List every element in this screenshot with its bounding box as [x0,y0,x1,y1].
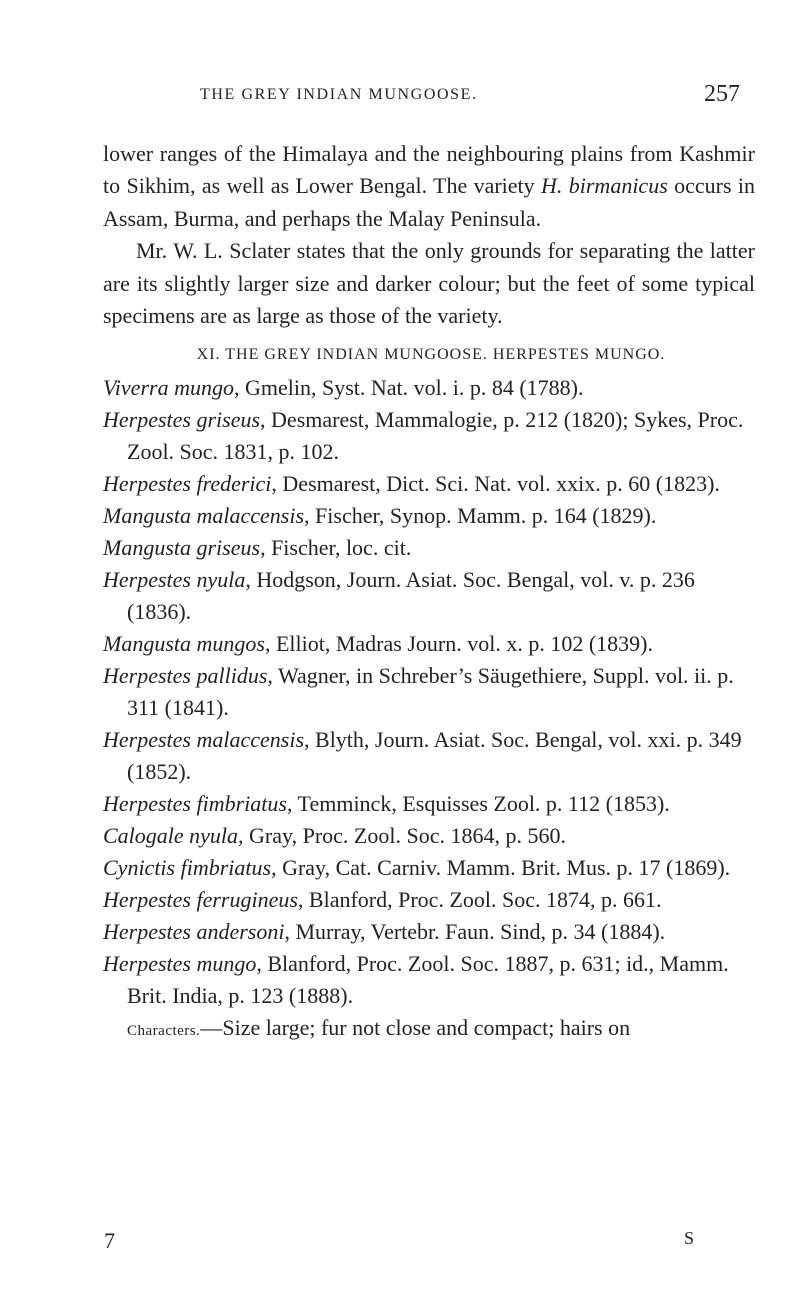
characters-text: —Size large; fur not close and compact; hairs on [200,1015,631,1041]
synonymy-list [103,372,755,1012]
synonym-entry [103,788,755,820]
synonym-name: Mangusta malaccensis [103,503,305,529]
synonym-reference: , Elliot, Madras Journ. vol. x. p. 102 (1839). [264,631,653,657]
page-body [103,138,755,1047]
synonym-name: Calogale nyula [103,823,239,849]
synonym-name: Herpestes nyula [103,567,246,593]
synonym-entry [103,724,755,788]
signature-number: 7 [104,1228,115,1253]
synonym-name: Mangusta griseus [103,535,261,561]
synonym-entry [103,564,755,628]
synonym-reference: , Temminck, Esquisses Zool. p. 112 (1853). [286,791,670,817]
synonym-name: Mangusta mungos [103,631,265,657]
synonym-entry [103,852,755,884]
synonym-reference: , Gray, Cat. Carniv. Mamm. Brit. Mus. p. 17 (1869). [271,855,731,881]
synonym-name: Herpestes fimbriatus [103,791,287,817]
synonym-entry [103,916,755,948]
synonym-name: Viverra mungo [103,375,234,401]
synonym-name: Herpestes frederici [103,471,272,497]
synonym-reference: , Wagner, in Schreber’s Säugethiere, Suppl. vol. ii. p. 311 (1841). [127,663,734,721]
synonym-entry [103,404,755,468]
synonym-name: Herpestes andersoni [103,919,285,945]
page-header [0,81,800,116]
synonym-entry [103,532,755,564]
synonym-entry [103,500,755,532]
synonym-name: Herpestes mungo [103,951,257,977]
synonym-reference: , Fischer, Synop. Mamm. p. 164 (1829). [304,503,657,529]
intro-p1-text-before: lower ranges of the Himalaya and the neighbouring plains from Kashmir to Sikhim, as well as Lower Bengal. The variety [103,141,755,199]
intro-paragraph-2: Mr. W. L. Sclater states that the only grounds for separating the latter are its slightly larger size and darker colour; but the feet of some typical specimens are as large as those of the variety. [103,238,755,329]
synonym-entry [103,628,755,660]
synonym-reference: , Blanford, Proc. Zool. Soc. 1887, p. 631; id., Mamm. Brit. India, p. 123 (1888). [127,951,729,1009]
synonym-entry [103,660,755,724]
running-head: THE GREY INDIAN MUNGOOSE. [200,86,478,103]
synonym-entry [103,372,755,404]
synonym-reference: , Hodgson, Journ. Asiat. Soc. Bengal, vol. v. p. 236 (1836). [127,567,695,625]
intro-p1-italic-name: H. birmanicus [541,173,668,199]
synonym-entry [103,948,755,1012]
synonym-reference: , Blyth, Journ. Asiat. Soc. Bengal, vol. xxi. p. 349 (1852). [127,727,742,785]
synonym-name: Cynictis fimbriatus [103,855,272,881]
synonym-name: Herpestes malaccensis [103,727,305,753]
signature-letter: S [684,1228,695,1248]
synonym-reference: , Desmarest, Mammalogie, p. 212 (1820); Sykes, Proc. Zool. Soc. 1831, p. 102. [127,407,744,465]
synonym-reference: , Blanford, Proc. Zool. Soc. 1874, p. 661. [297,887,662,913]
synonym-entry [103,820,755,852]
page-number: 257 [704,81,740,107]
synonym-name: Herpestes ferrugineus [103,887,298,913]
synonym-name: Herpestes griseus [103,407,261,433]
intro-paragraph-1 [103,138,755,235]
synonym-reference: , Gmelin, Syst. Nat. vol. i. p. 84 (1788). [233,375,584,401]
section-heading: XI. THE GREY INDIAN MUNGOOSE. HERPESTES MUNGO. [196,346,666,364]
intro-p1-text-after: occurs in Assam, Burma, and perhaps the Malay Peninsula. [103,173,756,231]
synonym-reference: , Desmarest, Dict. Sci. Nat. vol. xxix. p. 60 (1823). [271,471,720,497]
synonym-reference: , Fischer, loc. cit. [260,535,412,561]
synonym-entry [103,884,755,916]
synonym-entry [103,468,755,500]
synonym-name: Herpestes pallidus [103,663,268,689]
synonym-reference: , Murray, Vertebr. Faun. Sind, p. 34 (1884). [284,919,666,945]
synonym-reference: , Gray, Proc. Zool. Soc. 1864, p. 560. [238,823,566,849]
characters-label: Characters. [127,1023,201,1040]
characters-paragraph [103,1012,755,1047]
